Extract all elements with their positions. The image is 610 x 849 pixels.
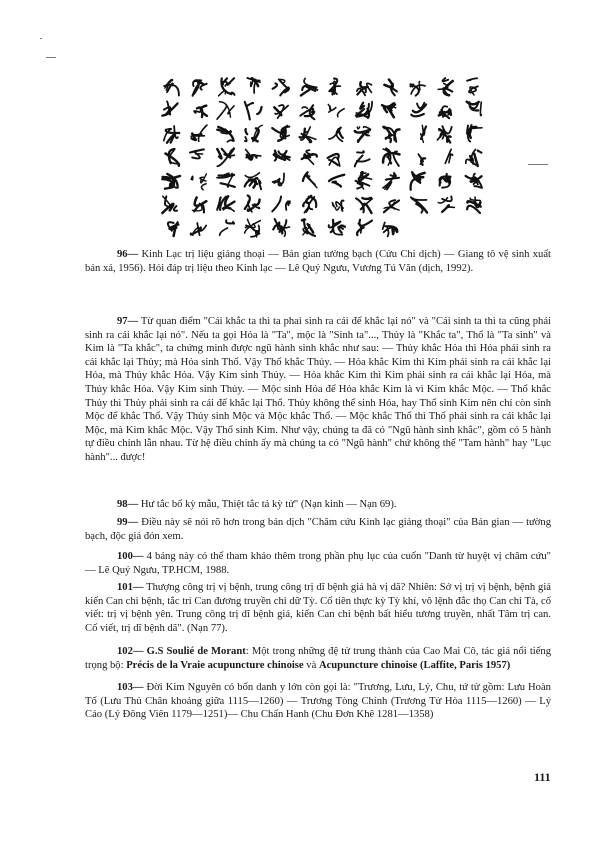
handwritten-character (219, 78, 235, 96)
handwritten-character (329, 127, 343, 141)
handwritten-character (382, 103, 396, 117)
handwritten-character (303, 172, 317, 187)
handwritten-character (245, 173, 261, 189)
handwritten-character (247, 78, 260, 93)
handwritten-character (193, 80, 207, 96)
handwritten-character (438, 196, 454, 211)
handwritten-character (245, 196, 260, 212)
footnote-text: : Một trong những đệ tử trung thành của Cao Mai Cô, tác giả nổi tiếng trọng bộ: (85, 646, 551, 671)
footnote-text: Điều này sẽ nói rõ hơn trong bản dịch "Châm cứu Kinh lạc giảng thoại" của Bản gian — tường bạch, độc giả đón xem. (85, 517, 551, 542)
handwritten-character (467, 197, 481, 213)
scan-speck (46, 57, 56, 58)
handwritten-character (191, 174, 206, 190)
handwritten-character (192, 197, 206, 212)
handwritten-character (168, 222, 178, 236)
handwritten-character (300, 127, 316, 142)
handwritten-character (383, 149, 399, 166)
handwritten-character (191, 223, 206, 235)
footnote-text: Đời Kim Nguyên có bốn danh y lớn còn gọi là: "Trương, Lưu, Lý, Chu, tứ tử gồm: Lưu Hoàn Tố (Lưu Thủ Chân khoảng giữa 1115—1260) — Trương Tòng Chính (Trương Tử Hòa 1115—1260) — Lý Cảo (Lý Đông Viên 1179—1251)— Chu Chấn Hanh (Chu Đơn Khê 1281—1358) (85, 682, 551, 721)
handwritten-character (328, 154, 340, 166)
handwritten-character (191, 125, 207, 141)
footnote-101 (85, 581, 551, 635)
handwritten-character (274, 151, 290, 161)
footnote-number: 103— (117, 682, 144, 693)
footnote-number: 102— (117, 646, 144, 657)
handwritten-character (329, 175, 344, 187)
footnote-99 (85, 516, 551, 543)
handwritten-character (273, 219, 289, 236)
footnote-number: 99— (117, 517, 139, 528)
handwritten-character (411, 197, 427, 212)
handwritten-character (220, 220, 234, 235)
footnote-text: Thượng công trị vị bệnh, trung công trị dĩ bệnh giả hà vị dã? Nhiên: Sở vị trị vị bệnh, bệnh giả kiến Can chi bệnh, tắc tri Can đương truyền chi dữ Tỳ. Cố tiên thực kỳ Tỳ khí, vô lệnh đắc thọ Can chi Tà, cố viết: trị vị bệnh yên. Trung công trị dĩ bệnh giả, kiến Can chi bệnh bất hiểu tương truyền, nhất Tâm trị can. Cố viết, trị dĩ bệnh dã". (Nạn 77). (85, 582, 551, 634)
handwritten-character (384, 200, 399, 212)
handwritten-character (329, 220, 345, 235)
handwritten-character (217, 127, 233, 142)
handwritten-character (164, 126, 179, 143)
handwritten-character (272, 126, 289, 141)
footnote-97 (85, 315, 551, 465)
handwritten-character (301, 78, 317, 95)
handwritten-character (437, 126, 451, 142)
handwritten-character (467, 78, 478, 95)
handwritten-character (356, 198, 372, 213)
handwritten-character (438, 78, 453, 95)
handwritten-character (273, 79, 289, 95)
handwritten-character (384, 80, 397, 96)
handwritten-character (245, 219, 261, 237)
handwritten-character (410, 81, 425, 95)
handwritten-character (329, 79, 340, 95)
footnote-96 (85, 248, 551, 275)
footnote-text: Hư tắc bổ kỳ mẫu, Thiệt tắc tả kỳ tử" (Nạn kinh — Nạn 69). (140, 499, 397, 510)
handwritten-character (162, 174, 180, 189)
handwritten-character (217, 173, 235, 187)
handwritten-character (162, 196, 177, 213)
handwritten-character (272, 196, 290, 211)
footnote-text: Kinh Lạc trị liệu giảng thoại — Bản gian tường bạch (Cửu Chi dịch) — Giang tô vệ sinh xuất bản xá, 1956). Hỏi đáp trị liệu theo Kinh lạc — Lê Quý Ngưu, Vương Tú Văn (dịch, 1992). (85, 249, 551, 274)
footnote-102 (85, 645, 551, 672)
handwritten-character (273, 173, 284, 185)
book-title: Précis de la Vraie acupuncture chinoise (126, 659, 304, 671)
handwritten-character (439, 106, 451, 118)
handwritten-character (418, 154, 425, 165)
handwritten-character (165, 149, 179, 166)
footnote-number: 101— (117, 582, 144, 593)
footnote-number: 98— (117, 499, 139, 510)
handwritten-character (302, 219, 315, 236)
handwritten-character (466, 149, 482, 166)
handwritten-character (245, 125, 262, 141)
handwritten-character (466, 174, 482, 188)
footnote-number: 96— (117, 249, 139, 260)
handwritten-character (355, 151, 370, 166)
handwritten-character (355, 127, 371, 142)
handwritten-character (357, 82, 372, 95)
handwritten-character (217, 196, 234, 211)
handwritten-character (332, 201, 343, 211)
page-number: 111 (534, 770, 551, 784)
handwritten-character (300, 105, 314, 119)
handwritten-character (467, 125, 482, 141)
handwritten-character (383, 223, 398, 237)
handwritten-character (440, 174, 451, 188)
handwritten-character (383, 127, 399, 142)
footnote-text: 4 bảng này có thể tham khảo thêm trong phần phụ lục của cuốn "Danh từ huyệt vị châm cứu" — Lê Quý Ngưu, TP.HCM, 1988. (85, 551, 551, 576)
handwritten-character (356, 102, 373, 118)
handwritten-character (194, 106, 207, 117)
footnote-103 (85, 681, 551, 722)
book-title: Acupuncture chinoise (Laffite, Paris 1957) (318, 659, 511, 671)
footnote-text: Từ quan điểm "Cái khắc ta thì ta phai sinh ra cái để khắc lại nó" và "Cái sinh ta thì ta cũng phải sinh ra cái khắc lại nó". Nếu ta gọi Hỏa là "Ta", mộc là "Sinh ta"..., Thủy là "Khắc ta", Thổ là "Ta sinh" và Kim là "Ta khắc", ta chứng minh được ngũ hành sinh khắc như sau: — Thủy khắc Hỏa thì Hỏa phải sinh ra cái khắc lại Thủy; mà Hỏa sinh Thổ. Vậy Thổ khắc Thủy. — Hỏa khắc Kim thì Kim phải sinh ra cái khắc lại Hỏa, mà Thủy khắc Hỏa. Vậy Kim sinh Thủy. — Hỏa khắc Kim thì Kim phải sinh ra cái khắc lại Hỏa, mà Thủy khắc Hỏa. Vậy Kim sinh Thủy. — Mộc sinh Hỏa để Hỏa khắc Kim là vì Kim khắc Mộc. — Thổ khắc Thủy thì Thủy phải sinh ra cái để khắc lại Thổ. Thủy không thể sinh Hỏa, hay Thổ sinh Kim nên chỉ còn sinh Mộc để khắc Thổ. Vậy Thủy sinh Mộc và Mộc khắc Thổ. — Mộc khắc Thổ thì Thổ phải sinh ra cái khắc lại Mộc, mà Kim khắc Mộc. Vậy Thổ sinh Kim. Như vậy, chúng ta đã có "Ngũ hành sinh khắc", gồm có 5 hành tự điều chỉnh lẫn nhau. Từ hệ điều chỉnh ấy mà chúng ta có "Ngũ hành" chứ không thể "Tam hành" hay "Lục hành"... được! (85, 316, 551, 463)
handwritten-character (445, 149, 452, 163)
handwritten-character (245, 102, 262, 120)
author-name: G.S Soulié de Morant (146, 646, 246, 657)
scan-speck (40, 38, 42, 39)
handwritten-character (246, 150, 261, 160)
handwritten-chinese-text (150, 70, 510, 250)
handwritten-character (357, 220, 372, 235)
handwritten-character (190, 149, 204, 158)
handwritten-character (383, 173, 399, 190)
handwritten-character (217, 149, 234, 167)
footnote-98 (85, 498, 551, 512)
footnote-number: 100— (117, 551, 144, 562)
handwritten-character (328, 104, 344, 116)
handwritten-character (411, 172, 425, 190)
footnote-100 (85, 550, 551, 577)
handwritten-character (356, 172, 372, 189)
handwritten-character (411, 103, 426, 117)
handwritten-character (274, 105, 288, 118)
handwritten-character (302, 150, 317, 164)
handwritten-character (217, 102, 234, 119)
handwritten-character (421, 125, 426, 142)
footnote-number: 97— (117, 316, 139, 327)
handwritten-character (162, 102, 177, 116)
scan-speck (528, 164, 548, 165)
handwritten-character (467, 102, 482, 116)
footnote-text: và (303, 659, 319, 671)
handwritten-character (164, 80, 179, 95)
handwritten-character (303, 196, 316, 213)
